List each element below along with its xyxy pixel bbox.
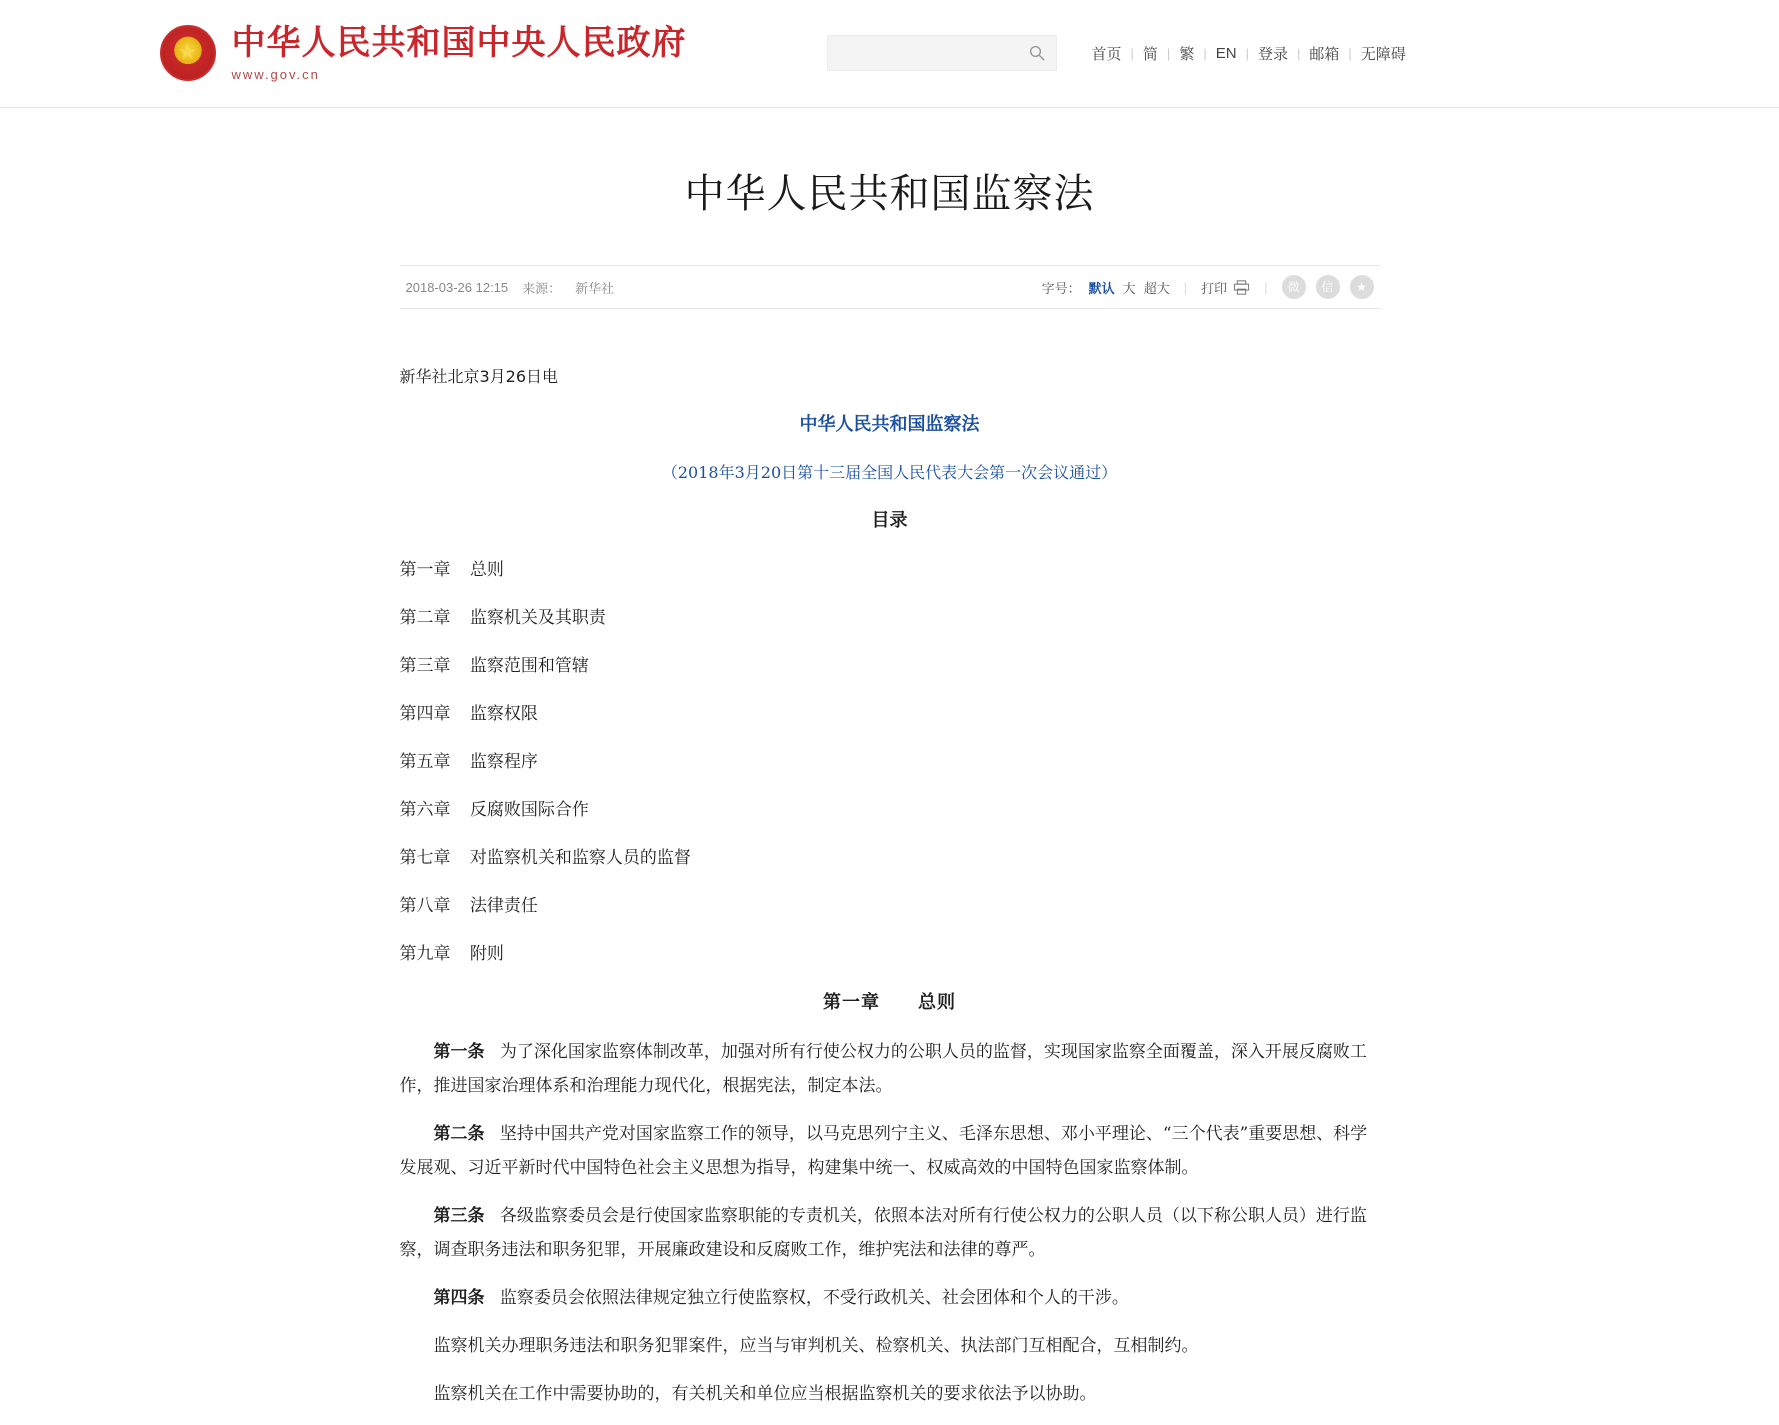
toc-entry	[400, 553, 1380, 587]
toc-chapter-name: 反腐败国际合作	[469, 800, 589, 820]
fontsize-controls	[1042, 278, 1170, 297]
toc-chapter-name: 附则	[469, 944, 504, 964]
law-paragraph: 监察机关办理职务违法和职务犯罪案件，应当与审判机关、检察机关、执法部门互相配合，互相制约。	[433, 1336, 1199, 1356]
law-article-text: 坚持中国共产党对国家监察工作的领导，以马克思列宁主义、毛泽东思想、邓小平理论、“三个代表”重要思想、科学发展观、习近平新时代中国特色社会主义思想为指导，构建集中统一、权威高效的中国特色国家监察体制。	[399, 1124, 1368, 1178]
toc-entry	[400, 889, 1380, 923]
toc-chapter-number: 第四章	[399, 704, 451, 724]
header-inner	[140, 25, 1640, 81]
page-title: 中华人民共和国监察法	[684, 171, 1095, 217]
toc-chapter-number: 第七章	[399, 848, 451, 868]
wechat-share-icon[interactable]: 信	[1316, 275, 1340, 299]
law-article-text: 监察委员会依照法律规定独立行使监察权，不受行政机关、社会团体和个人的干涉。	[499, 1288, 1129, 1308]
print-control[interactable]	[1201, 278, 1250, 297]
nav-item-home[interactable]: 首页	[1091, 45, 1122, 63]
toc-entry	[400, 745, 1380, 779]
toc-chapter-number: 第二章	[399, 608, 451, 628]
law-article	[400, 1199, 1380, 1267]
toc-chapter-number: 第五章	[399, 752, 451, 772]
law-article-text: 各级监察委员会是行使国家监察职能的专责机关，依照本法对所有行使公权力的公职人员（以下称公职人员）进行监察，调查职务违法和职务犯罪，开展廉政建设和反腐败工作，维护宪法和法律的尊严。	[399, 1206, 1367, 1260]
law-title: 中华人民共和国监察法	[799, 414, 980, 435]
nav-separator: |	[1166, 45, 1171, 61]
toc-chapter-name: 监察程序	[469, 752, 538, 772]
print-label[interactable]: 打印	[1201, 280, 1228, 296]
toc-chapter-number: 第三章	[399, 656, 451, 676]
search-box[interactable]	[827, 35, 1057, 71]
search-input[interactable]	[838, 45, 1028, 62]
site-domain: www.gov.cn	[231, 66, 320, 82]
site-header	[0, 0, 1779, 108]
meta-left	[406, 278, 615, 297]
printer-icon[interactable]	[1233, 280, 1250, 295]
article-body	[400, 309, 1380, 1411]
nav-item-simplified[interactable]: 简	[1142, 45, 1158, 63]
meta-divider: |	[1264, 279, 1268, 295]
law-article-number: 第四条	[433, 1288, 485, 1308]
law-article	[400, 1281, 1380, 1315]
toc-entry	[400, 601, 1380, 635]
chapter-heading: 第一章 总则	[823, 992, 956, 1013]
nav-item-mail[interactable]: 邮箱	[1309, 45, 1340, 63]
weibo-share-icon[interactable]: 微	[1282, 275, 1306, 299]
toc-entry	[400, 793, 1380, 827]
nav-item-traditional[interactable]: 繁	[1179, 45, 1195, 63]
law-article-number: 第三条	[433, 1206, 485, 1226]
toc-chapter-name: 法律责任	[469, 896, 538, 916]
header-right	[827, 35, 1415, 71]
nav-separator: |	[1245, 45, 1249, 61]
toc-entry	[400, 697, 1380, 731]
toc-chapter-number: 第六章	[399, 800, 451, 820]
site-logo[interactable]	[160, 25, 687, 81]
nav-separator: |	[1130, 45, 1134, 61]
toc-heading: 目录	[871, 510, 908, 531]
nav-item-login[interactable]: 登录	[1257, 45, 1288, 63]
toc-chapter-name: 对监察机关和监察人员的监督	[469, 848, 691, 868]
law-article-number: 第一条	[433, 1042, 485, 1062]
favorite-icon[interactable]: ★	[1350, 275, 1374, 299]
toc-chapter-name: 监察权限	[469, 704, 538, 724]
source-label: 来源：	[522, 280, 562, 296]
law-subtitle: （2018年3月20日第十三届全国人民代表大会第一次会议通过）	[661, 463, 1118, 482]
nav-separator: |	[1348, 45, 1352, 61]
logo-text	[232, 25, 687, 81]
site-title: 中华人民共和国中央人民政府	[231, 23, 687, 64]
fontsize-default[interactable]: 默认	[1088, 280, 1115, 296]
fontsize-xlarge[interactable]: 超大	[1143, 280, 1170, 296]
toc-chapter-number: 第八章	[399, 896, 451, 916]
toc-entry	[400, 649, 1380, 683]
law-article	[400, 1035, 1380, 1103]
toc-entry	[400, 841, 1380, 875]
toc-chapter-name: 总则	[469, 560, 504, 580]
national-emblem-icon	[160, 25, 216, 81]
fontsize-label: 字号：	[1041, 280, 1081, 296]
toc-chapter-name: 监察机关及其职责	[469, 608, 606, 628]
law-article-number: 第二条	[433, 1124, 485, 1144]
nav-item-accessibility[interactable]: 无障碍	[1360, 45, 1406, 63]
law-article	[400, 1117, 1380, 1185]
source-name: 新华社	[575, 280, 615, 296]
law-article-text: 为了深化国家监察体制改革，加强对所有行使公权力的公职人员的监督，实现国家监察全面覆盖，深入开展反腐败工作，推进国家治理体系和治理能力现代化，根据宪法，制定本法。	[399, 1042, 1367, 1096]
share-controls	[1282, 275, 1374, 299]
publish-date: 2018-03-26 12:15	[405, 279, 509, 295]
header-nav	[1083, 43, 1415, 64]
toc-chapter-name: 监察范围和管辖	[469, 656, 589, 676]
nav-item-english[interactable]: EN	[1215, 44, 1237, 62]
meta-right	[1042, 275, 1374, 299]
nav-separator: |	[1296, 45, 1301, 61]
toc-chapter-number: 第九章	[399, 944, 451, 964]
article-meta-bar	[400, 265, 1380, 309]
search-icon[interactable]	[1028, 44, 1046, 62]
toc-chapter-number: 第一章	[399, 560, 451, 580]
fontsize-large[interactable]: 大	[1122, 280, 1136, 296]
dateline: 新华社北京3月26日电	[399, 367, 559, 386]
law-paragraph: 监察机关在工作中需要协助的，有关机关和单位应当根据监察机关的要求依法予以协助。	[433, 1384, 1097, 1404]
meta-divider: |	[1183, 279, 1188, 295]
article-container	[400, 108, 1380, 1411]
toc-entry	[400, 937, 1380, 971]
nav-separator: |	[1203, 45, 1207, 61]
